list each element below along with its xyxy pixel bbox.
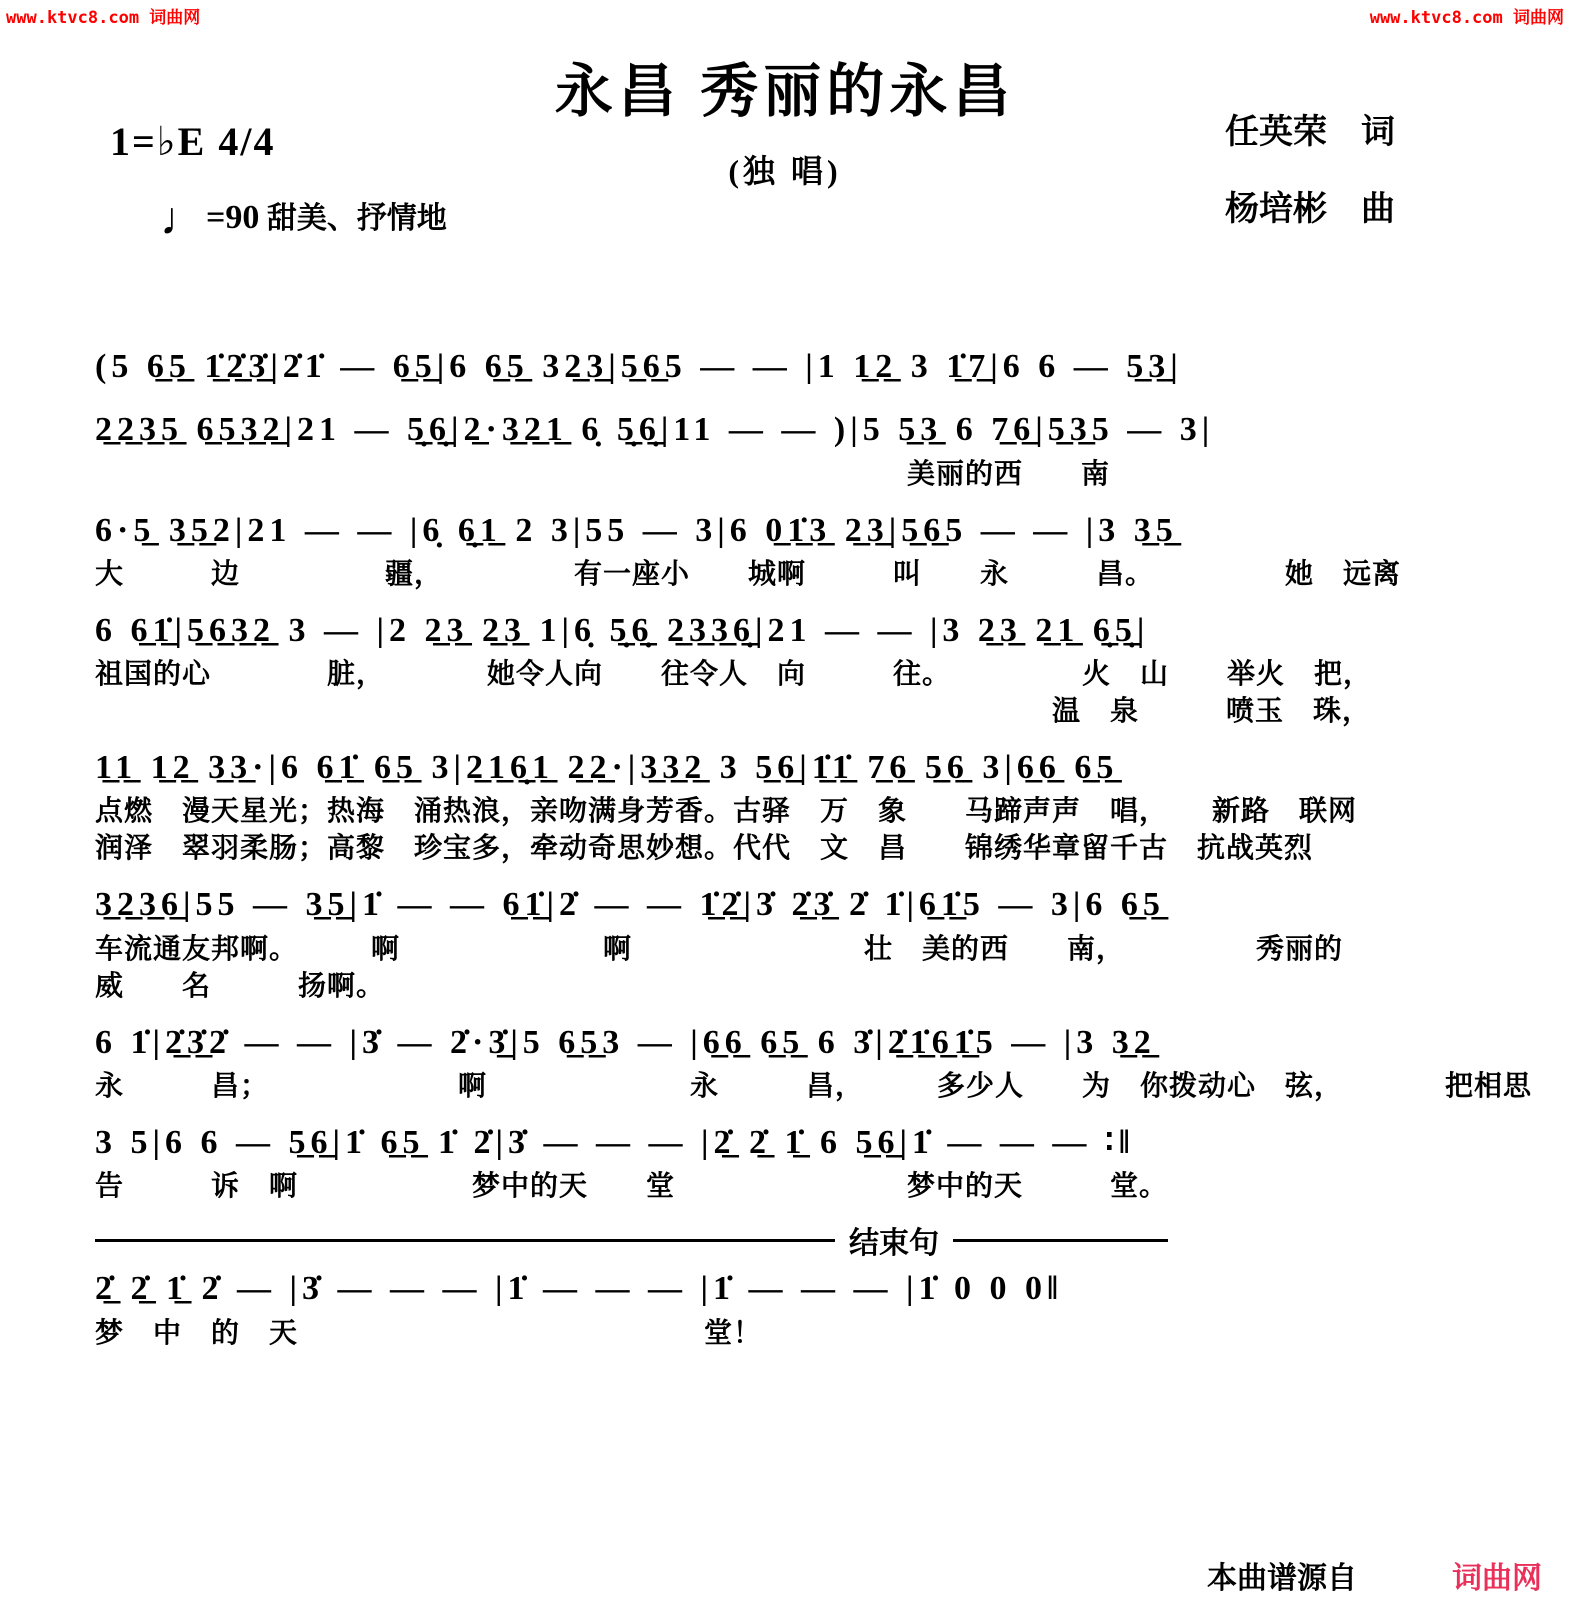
system-row xyxy=(95,342,1515,391)
notation-line: 2̲2̲3̲5̲ 6̲5̲3̲2̲|21 — 5̲̣6̲̣|2̲·3̲2̲1̲ 6̣ 5̲̣6̲̣|11 — — )|5 5̲3̲ 6 7̲6̲|5̲3̲5 — 3| xyxy=(95,411,1215,449)
system-row xyxy=(95,405,1515,491)
tempo-value: =90 xyxy=(206,199,260,236)
song-title: 永昌 秀丽的永昌 xyxy=(554,59,1016,124)
source-footer xyxy=(1207,1553,1542,1597)
coda-row xyxy=(95,1218,1515,1262)
system-row xyxy=(95,606,1515,729)
lyrics-line: 永 昌； 啊 永 昌， 多少人 为 你拨动心 弦， 把相思 xyxy=(95,1071,1533,1103)
lyricist-credit: 任英荣 词 xyxy=(1225,114,1395,151)
notation-line: 6 6̲1̲̇|5̲6̲3̲2̲ 3 — |2 2̲3̲ 2̲3̲ 1|6̣ 5̲̣6̲̣ 2̲3̲3̲6̲̣|21 — — |3 2̲3̲ 2̲1̲ 6̲̣5̲̣| xyxy=(95,611,1150,649)
notation-line: 3 5|6 6 — 5̲6̲|1̇ 6̲5̲ 1̇ 2̇|3̇ — — — |2̲̇ 2̲̇ 1̲̇ 6 5̲6̲|1̇ — — — ∶‖ xyxy=(95,1124,1135,1162)
score-systems xyxy=(0,328,1570,1351)
lyrics-line: 温 泉 喷玉 珠， xyxy=(95,696,1372,728)
composer-credit: 杨培彬 曲 xyxy=(1225,190,1395,228)
coda-rule-left xyxy=(95,1239,835,1242)
system-row xyxy=(95,743,1515,866)
lyrics-line: 梦 中 的 天 堂！ xyxy=(95,1317,763,1349)
lyrics-line: 告 诉 啊 梦中的天 堂 梦中的天 堂。 xyxy=(95,1171,1169,1203)
coda-label: 结束句 xyxy=(849,1227,939,1261)
watermark-top-right: www.ktvc8.com 词曲网 xyxy=(1369,8,1564,28)
watermark-top-left: www.ktvc8.com 词曲网 xyxy=(6,8,201,28)
lyrics-line: 大 边 疆， 有一座小 城啊 叫 永 昌。 她 远离 xyxy=(95,558,1402,590)
tempo-expression: 甜美、抒情地 xyxy=(266,202,447,235)
lyrics-line: 威 名 扬啊。 xyxy=(95,970,386,1002)
lyrics-line: 润泽 翠羽柔肠；高黎 珍宝多，牵动奇思妙想。代代 文 昌 锦绣华章留千古 抗战英烈 xyxy=(95,833,1314,865)
lyrics-line: 车流通友邦啊。 啊 啊 壮 美的西 南， 秀丽的 xyxy=(95,933,1344,965)
notation-line: 3̲2̲3̲6̲|55 — 3̲5̲|1̇ — — 6̲1̲̇|2̇ — — 1̲̇2̲̇|3̇ 2̲̇3̲̇ 2̇ 1̇|6̲1̲̇5 — 3|6 6̲5̲ xyxy=(95,886,1165,924)
tempo-marking xyxy=(160,192,447,245)
system-row xyxy=(95,1118,1515,1204)
coda-rule-right xyxy=(953,1239,1168,1242)
song-subtitle: (独 唱) xyxy=(728,152,842,189)
score-header xyxy=(0,0,1570,328)
lyrics-line: 点燃 漫天星光；热海 涌热浪，亲吻满身芳香。古驿 万 象 马蹄声声 唱， 新路 联网 xyxy=(95,796,1358,828)
key-signature: 1=♭E 4/4 xyxy=(110,119,276,164)
credits-block xyxy=(1225,95,1395,248)
lyrics-line: 祖国的心 脏， 她令人向 往令人 向 往。 火 山 举火 把， xyxy=(95,659,1373,691)
notation-line: 6·5̲ 3̲5̲2|21 — — |6̣ 6̲̣1̲ 2 3|55 — 3|6 0̲1̲̇3̲ 2̲3̲|5̲6̲5 — — |3 3̲5̲ xyxy=(95,511,1178,549)
system-row xyxy=(95,1218,1515,1350)
system-row xyxy=(95,880,1515,1003)
notation-line: 6 1̇|2̲̇3̲̇2̇ — — |3̇ — 2̇·3̲̇|5 6̲5̲3 — |6̲6̲ 6̲5̲ 6 3̇|2̲̇1̲̇6̲1̲̇5 — |3 3̲2̲ xyxy=(95,1023,1156,1061)
lyrics-line: 美丽的西 南 xyxy=(95,458,1111,490)
notation-line: (5 6̲5̲ 1̲̇2̲̇3̲̇|2̇1̇ — 6̲5̲|6 6̲5̲ 32̲3̲|5̲6̲5 — — |1 1̲2̲ 3 1̲̇7̲|6 6 — 5̲3̲| xyxy=(95,348,1183,385)
system-row xyxy=(95,1018,1533,1104)
notation-line: 1̲1̲ 1̲2̲ 3̲3̲·|6 6̲1̲̇ 6̲5̲ 3|2̲1̲6̲̣1̲ 2̲2̲·|3̲3̲2̲ 3 5̲6̲|1̲̇1̲̇ 7̲6̲ 5̲6̲ 3|6̲6̲ 6̲5̲ xyxy=(95,749,1119,787)
system-row xyxy=(95,506,1515,592)
source-prefix: 本曲谱源自 xyxy=(1207,1562,1357,1595)
quarter-note-icon: ♩ xyxy=(160,193,206,244)
notation-line: 2̲̇ 2̲̇ 1̲̇ 2̇ — |3̇ — — — |1̇ — — — |1̇ — — — |1̇ 0 0 0‖ xyxy=(95,1270,1063,1308)
source-site: 词曲网 xyxy=(1452,1562,1542,1595)
